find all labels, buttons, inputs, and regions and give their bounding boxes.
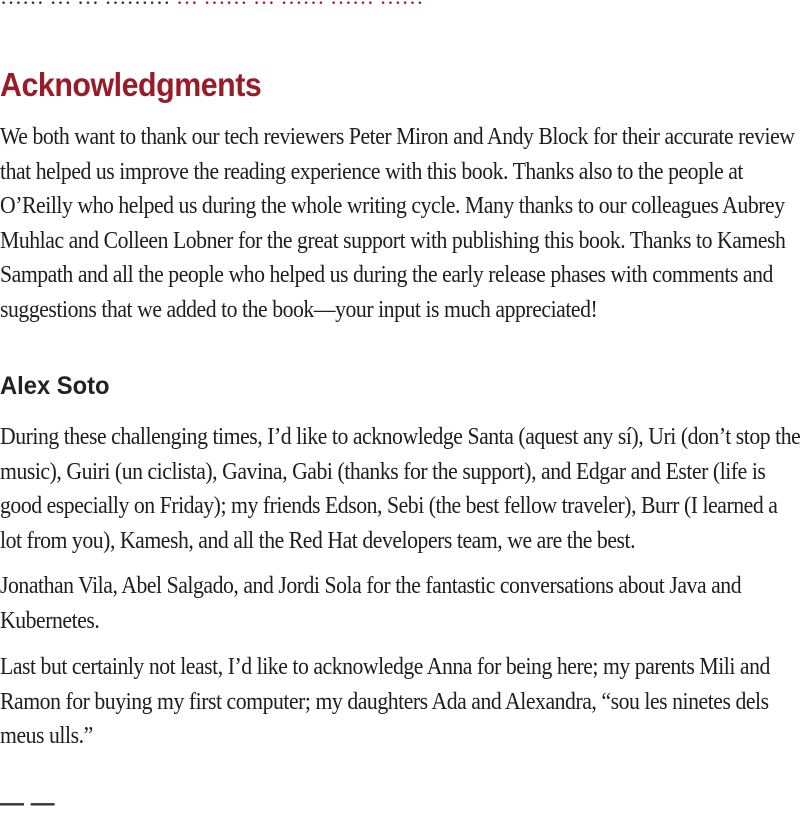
cutoff-text bbox=[0, 0, 171, 9]
paragraph-line: good especially on Friday); my friends Edson, Sebi (the best fellow traveler), Burr (I learned a bbox=[0, 493, 778, 520]
paragraph-line: lot from you), Kamesh, and all the Red Hat developers team, we are the best. bbox=[0, 527, 636, 554]
paragraph-line: Jonathan Vila, Abel Salgado, and Jordi Sola for the fantastic conversations about Java and bbox=[0, 573, 742, 599]
paragraph-line: music), Guiri (un ciclista), Gavina, Gabi (thanks for the support), and Edgar and Ester (life is bbox=[0, 458, 766, 485]
acknowledgment-paragraph bbox=[0, 650, 796, 754]
acknowledgment-paragraph bbox=[0, 569, 796, 638]
paragraph-line: suggestions that we added to the book—your input is much appreciated! bbox=[0, 296, 598, 323]
cutoff-previous-text bbox=[0, 0, 800, 4]
paragraph-line: Muhlac and Colleen Lobner for the great support with publishing this book. Thanks to Kamesh bbox=[0, 227, 786, 254]
intro-paragraph bbox=[0, 120, 796, 328]
cutoff-link[interactable] bbox=[176, 0, 424, 9]
paragraph-line: Last but certainly not least, I’d like to acknowledge Anna for being here; my parents Mili and bbox=[0, 654, 770, 680]
paragraph-line: meus ulls.” bbox=[0, 723, 93, 750]
paragraph-line: that helped us improve the reading experience with this book. Thanks also to the people at bbox=[0, 158, 744, 185]
paragraph-line: Kubernetes. bbox=[0, 607, 100, 634]
paragraph-line: We both want to thank our tech reviewers Peter Miron and Andy Block for their accurate review bbox=[0, 124, 795, 150]
paragraph-line: Ramon for buying my first computer; my daughters Ada and Alexandra, “sou les ninetes dels bbox=[0, 688, 769, 715]
paragraph-line: Sampath and all the people who helped us during the early release phases with comments and bbox=[0, 262, 773, 289]
cutoff-next-heading: — — bbox=[0, 790, 55, 817]
section-title: Acknowledgments bbox=[0, 66, 262, 103]
paragraph-line: O’Reilly who helped us during the whole writing cycle. Many thanks to our colleagues Aubrey bbox=[0, 193, 785, 220]
subsection-title: Alex Soto bbox=[0, 372, 110, 400]
paragraph-line: During these challenging times, I’d like to acknowledge Santa (aquest any sí), Uri (don’t stop the bbox=[0, 424, 800, 450]
acknowledgment-paragraph bbox=[0, 420, 800, 558]
